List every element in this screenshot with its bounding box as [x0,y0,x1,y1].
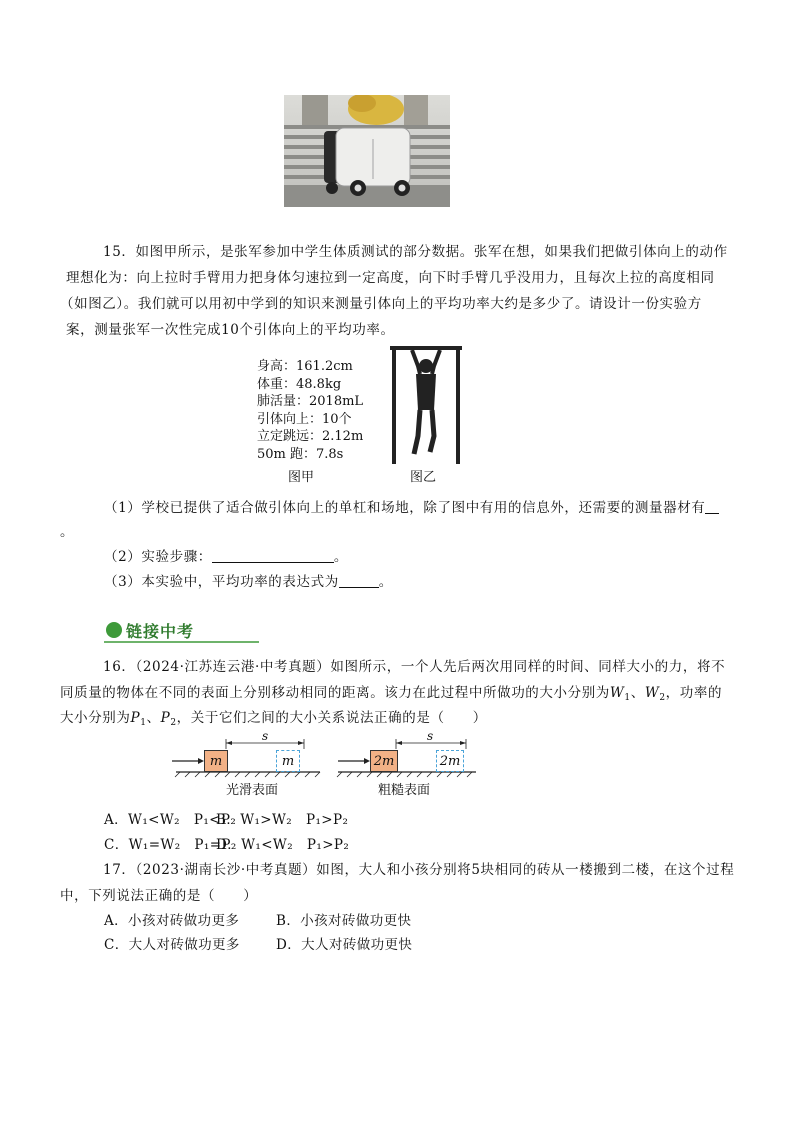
stat-long-jump: 立定跳远：2.12m [257,429,364,444]
q17-option-c[interactable]: C．大人对砖做功更多 [104,937,240,953]
figure-a-stats [257,358,363,463]
figure-b-caption: 图乙 [410,470,437,485]
q15-sub2-end: 。 [333,549,348,565]
q16-line-2-end: ，功率的 [665,685,723,701]
delivery-robot-photo [284,95,450,207]
q15-line-4: 案，测量张军一次性完成10个引体向上的平均功率。 [66,322,395,338]
q16-line-3-text: 大小分别为 [60,710,131,726]
block-m-end: m [276,750,300,772]
distance-s-right: s [427,729,434,743]
figure-a-caption: 图甲 [288,470,315,485]
q15-sub3-blank[interactable] [339,573,379,588]
q15-sub2-blank[interactable] [212,548,334,563]
block-2m-start: 2m [370,750,398,772]
q15-sub2-text: （2）实验步骤： [104,549,212,565]
caption-rough: 粗糙表面 [378,783,431,798]
q15-sub3 [104,570,393,590]
q15-sub2 [104,545,348,565]
q15-sub1-text: （1）学校已提供了适合做引体向上的单杠和场地，除了图中有用的信息外，还需要的测量器材有 [104,500,706,516]
q15-sub1 [104,496,719,516]
q15-line-2: 理想化为：向上拉时手臂用力把身体匀速拉到一定高度，向下时手臂几乎没用力，且每次上拉的高度相同 [66,270,715,286]
q16-line-2-text: 同质量的物体在不同的表面上分别移动相同的距离。该力在此过程中所做功的大小分别为 [60,685,610,701]
pullup-figure [388,344,464,466]
distance-s-left: s [262,729,269,743]
stat-50m-run: 50m 跑：7.8s [257,446,344,462]
q16-line-3: 大小分别为$P_1$、$P_2$，关于它们之间的大小关系说法正确的是（ ） [60,710,487,728]
stat-pullups: 引体向上：10个 [257,411,352,427]
q15-line-3: （如图乙）。我们就可以用初中学到的知识来测量引体向上的平均功率大约是多少了。请设计一份实验方 [60,296,702,312]
q16-line-3-end: ，关于它们之间的大小关系说法正确的是（ ） [176,710,487,726]
q15-sub3-end: 。 [378,574,393,590]
q16-figure [170,729,490,801]
q16-line-1: 16．（2024·江苏连云港·中考真题）如图所示，一个人先后两次用同样的时间、同样大小的力，将不 [103,659,726,675]
q17-option-a[interactable]: A．小孩对砖做功更多 [104,913,240,929]
q16-line-2: 同质量的物体在不同的表面上分别移动相同的距离。该力在此过程中所做功的大小分别为$W_1$、$W_2$，功率的 [60,685,723,703]
q17-line-1: 17．（2023·湖南长沙·中考真题）如图，大人和小孩分别将5块相同的砖从一楼搬到二楼，在这个过程 [103,862,735,878]
q15-sub1-blank[interactable] [705,499,719,514]
q16-option-d[interactable]: D．W₁<W₂ P₁>P₂ [216,837,350,853]
q16-option-a[interactable]: A．W₁<W₂ P₁<P₂ [104,812,237,828]
q15-line-1: 15．如图甲所示，是张军参加中学生体质测试的部分数据。张军在想，如果我们把做引体向上的动作 [103,244,728,260]
section-title: 链接中考 [126,622,195,641]
q17-option-b[interactable]: B．小孩对砖做功更快 [276,913,412,929]
stat-weight: 体重：48.8kg [257,376,342,392]
block-2m-end: 2m [436,750,464,772]
stat-height: 身高：161.2cm [257,359,353,374]
q17-line-2: 中，下列说法正确的是（ ） [60,888,258,904]
q17-option-d[interactable]: D．大人对砖做功更快 [276,937,413,953]
q15-sub3-text: （3）本实验中，平均功率的表达式为 [104,574,339,590]
section-header [104,618,264,646]
q15-sub1-end: 。 [60,524,75,540]
block-m-start: m [204,750,228,772]
q16-option-c[interactable]: C．W₁=W₂ P₁=P₂ [104,837,237,853]
stat-lung-capacity: 肺活量：2018mL [257,394,364,409]
q16-option-b[interactable]: B．W₁>W₂ P₁>P₂ [216,812,349,828]
caption-smooth: 光滑表面 [226,783,279,798]
